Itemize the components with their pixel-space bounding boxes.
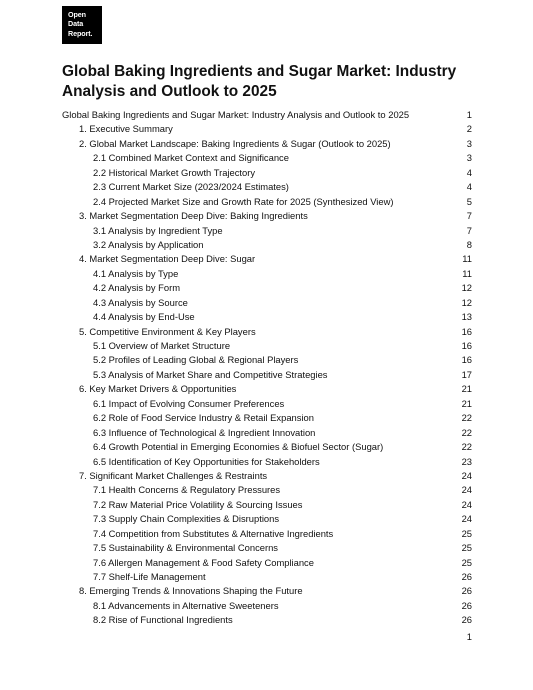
- toc-entry-title: 7.7 Shelf-Life Management: [93, 571, 206, 582]
- toc-entry[interactable]: [62, 527, 472, 541]
- toc-entry-page-number: 12: [461, 296, 472, 308]
- logo-line-2: Data: [68, 19, 84, 29]
- toc-entry-page-number: 11: [462, 253, 472, 265]
- toc-entry-title: 7.6 Allergen Management & Food Safety Compliance: [93, 556, 314, 568]
- toc-entry[interactable]: [62, 440, 472, 454]
- toc-entry-title: 5. Competitive Environment & Key Players: [79, 325, 256, 337]
- toc-entry[interactable]: [62, 382, 472, 396]
- toc-entry-page-number: 24: [461, 484, 472, 496]
- toc-entry-title: 8.1 Advancements in Alternative Sweeteners: [93, 599, 279, 611]
- toc-entry[interactable]: [62, 252, 472, 266]
- toc-entry-title: 2.3 Current Market Size (2023/2024 Estimates): [93, 181, 289, 193]
- toc-entry-page-number: 3: [466, 137, 472, 149]
- toc-entry-page-number: 26: [461, 585, 472, 597]
- toc-entry[interactable]: [62, 281, 472, 295]
- toc-entry[interactable]: [62, 397, 472, 411]
- toc-entry-page-number: 1: [466, 109, 472, 120]
- toc-entry[interactable]: [62, 180, 472, 194]
- toc-entry[interactable]: [62, 368, 472, 382]
- toc-entry-page-number: 13: [461, 311, 472, 323]
- toc-entry-title: 4. Market Segmentation Deep Dive: Sugar: [79, 253, 256, 265]
- toc-entry-page-number: 26: [461, 614, 472, 626]
- toc-entry-title: 4.2 Analysis by Form: [93, 282, 181, 294]
- toc-entry-title: 5.3 Analysis of Market Share and Competitive Strategies: [93, 368, 328, 380]
- toc-entry-title: 6.3 Influence of Technological & Ingredient Innovation: [93, 426, 316, 438]
- toc-entry[interactable]: [62, 613, 472, 627]
- toc-entry[interactable]: [62, 599, 472, 613]
- toc-entry-title: 7.1 Health Concerns & Regulatory Pressures: [93, 484, 281, 496]
- toc-entry-page-number: 7: [466, 210, 472, 222]
- toc-entry[interactable]: [62, 238, 472, 252]
- toc-entry[interactable]: [62, 455, 472, 469]
- toc-entry[interactable]: [62, 151, 472, 165]
- toc-entry[interactable]: [62, 556, 472, 570]
- toc-entry-page-number: 7: [466, 224, 472, 236]
- toc-entry[interactable]: [62, 469, 472, 483]
- toc-entry-title: 4.1 Analysis by Type: [93, 267, 179, 279]
- toc-entry-page-number: 16: [461, 340, 472, 351]
- toc-entry[interactable]: [62, 325, 472, 339]
- toc-entry-title: 7.5 Sustainability & Environmental Concerns: [93, 542, 278, 554]
- logo-line-3: Report.: [68, 28, 93, 38]
- toc-entry-title: 7.2 Raw Material Price Volatility & Sourcing Issues: [93, 498, 303, 510]
- toc-entry-page-number: 21: [461, 397, 472, 409]
- toc-entry-page-number: 23: [461, 455, 472, 467]
- toc-entry-title: 7. Significant Market Challenges & Restraints: [79, 469, 268, 481]
- toc-entry-page-number: 11: [462, 267, 472, 279]
- toc-entry-title: 3.1 Analysis by Ingredient Type: [93, 224, 223, 236]
- toc-entry-title: 2.4 Projected Market Size and Growth Rate for 2025 (Synthesized View): [93, 195, 394, 207]
- toc-entry-page-number: 22: [461, 426, 472, 438]
- toc-entry-title: 6.2 Role of Food Service Industry & Retail Expansion: [93, 412, 314, 424]
- toc-entry-title: 7.4 Competition from Substitutes & Alternative Ingredients: [93, 527, 334, 539]
- toc-entry[interactable]: [62, 570, 472, 584]
- toc-entry[interactable]: [62, 411, 472, 425]
- toc-entry-page-number: 5: [466, 195, 472, 207]
- toc-entry-title: 5.2 Profiles of Leading Global & Regional Players: [93, 354, 299, 366]
- toc-entry[interactable]: [62, 541, 472, 555]
- toc-entry-page-number: 16: [461, 354, 472, 366]
- toc-entry[interactable]: [62, 209, 472, 223]
- toc-entry[interactable]: [62, 122, 472, 136]
- toc-entry-page-number: 4: [466, 181, 472, 193]
- toc-entry[interactable]: [62, 483, 472, 497]
- toc-entry[interactable]: [62, 584, 472, 598]
- logo-line-1: Open: [68, 10, 86, 19]
- toc-entry[interactable]: [62, 166, 472, 180]
- toc-entry-title: 2.1 Combined Market Context and Significance: [93, 152, 289, 164]
- toc-entry-title: 6. Key Market Drivers & Opportunities: [79, 383, 237, 395]
- toc-entry-page-number: 26: [461, 599, 472, 611]
- toc-entry-page-number: 3: [466, 152, 472, 164]
- toc-entry-title: 6.4 Growth Potential in Emerging Economies & Biofuel Sector (Sugar): [93, 441, 384, 453]
- toc-entry[interactable]: [62, 296, 472, 310]
- page-number: 1: [466, 631, 472, 642]
- toc-entry-title: 5.1 Overview of Market Structure: [93, 340, 231, 351]
- toc-entry-title: 8. Emerging Trends & Innovations Shaping the Future: [79, 585, 303, 597]
- toc-entry[interactable]: [62, 310, 472, 324]
- toc-entry-page-number: 17: [461, 368, 472, 380]
- toc-entry[interactable]: [62, 498, 472, 512]
- toc-entry-page-number: 24: [461, 498, 472, 510]
- toc-entry-page-number: 8: [466, 238, 472, 250]
- toc-entry-title: 1. Executive Summary: [79, 123, 173, 135]
- open-data-report-logo: [62, 6, 102, 44]
- toc-entry-page-number: 21: [461, 383, 472, 395]
- toc-entry[interactable]: [62, 353, 472, 367]
- toc-entry-title: 3. Market Segmentation Deep Dive: Baking Ingredients: [79, 210, 308, 222]
- toc-entry-page-number: 16: [461, 325, 472, 337]
- toc-entry-page-number: 25: [461, 527, 472, 539]
- toc-entry-page-number: 4: [466, 166, 472, 178]
- toc-entry-title: Global Baking Ingredients and Sugar Market: Industry Analysis and Outlook to 2025: [62, 109, 410, 120]
- document-title: Global Baking Ingredients and Sugar Market: Industry Analysis and Outlook to 2025: [62, 63, 457, 100]
- toc-entry-title: 8.2 Rise of Functional Ingredients: [93, 614, 233, 626]
- toc-entry[interactable]: [62, 224, 472, 238]
- toc-entry-page-number: 12: [461, 282, 472, 294]
- toc-entry-title: 2. Global Market Landscape: Baking Ingredients & Sugar (Outlook to 2025): [79, 137, 391, 149]
- toc-entry[interactable]: [62, 512, 472, 526]
- toc-entry-page-number: 25: [461, 556, 472, 568]
- toc-entry-title: 4.3 Analysis by Source: [93, 296, 188, 308]
- toc-entry-page-number: 22: [461, 412, 472, 424]
- toc-entry-page-number: 25: [461, 542, 472, 554]
- table-of-contents: [62, 108, 472, 628]
- toc-entry-title: 4.4 Analysis by End-Use: [93, 311, 195, 323]
- toc-entry-title: 6.5 Identification of Key Opportunities for Stakeholders: [93, 455, 320, 467]
- toc-entry-page-number: 24: [461, 469, 472, 481]
- toc-entry-title: 6.1 Impact of Evolving Consumer Preferences: [93, 397, 285, 409]
- toc-entry[interactable]: [62, 137, 472, 151]
- toc-entry-page-number: 26: [461, 571, 472, 582]
- toc-entry[interactable]: [62, 267, 472, 281]
- toc-entry[interactable]: [62, 426, 472, 440]
- toc-entry-title: 7.3 Supply Chain Complexities & Disruptions: [93, 513, 280, 525]
- toc-entry-title: 2.2 Historical Market Growth Trajectory: [93, 166, 256, 178]
- toc-entry[interactable]: [62, 339, 472, 353]
- toc-entry-page-number: 24: [461, 513, 472, 525]
- toc-entry-title: 3.2 Analysis by Application: [93, 238, 204, 250]
- toc-entry-page-number: 2: [466, 123, 472, 135]
- toc-entry[interactable]: [62, 195, 472, 209]
- toc-entry-page-number: 22: [461, 441, 472, 453]
- toc-entry[interactable]: [62, 108, 472, 122]
